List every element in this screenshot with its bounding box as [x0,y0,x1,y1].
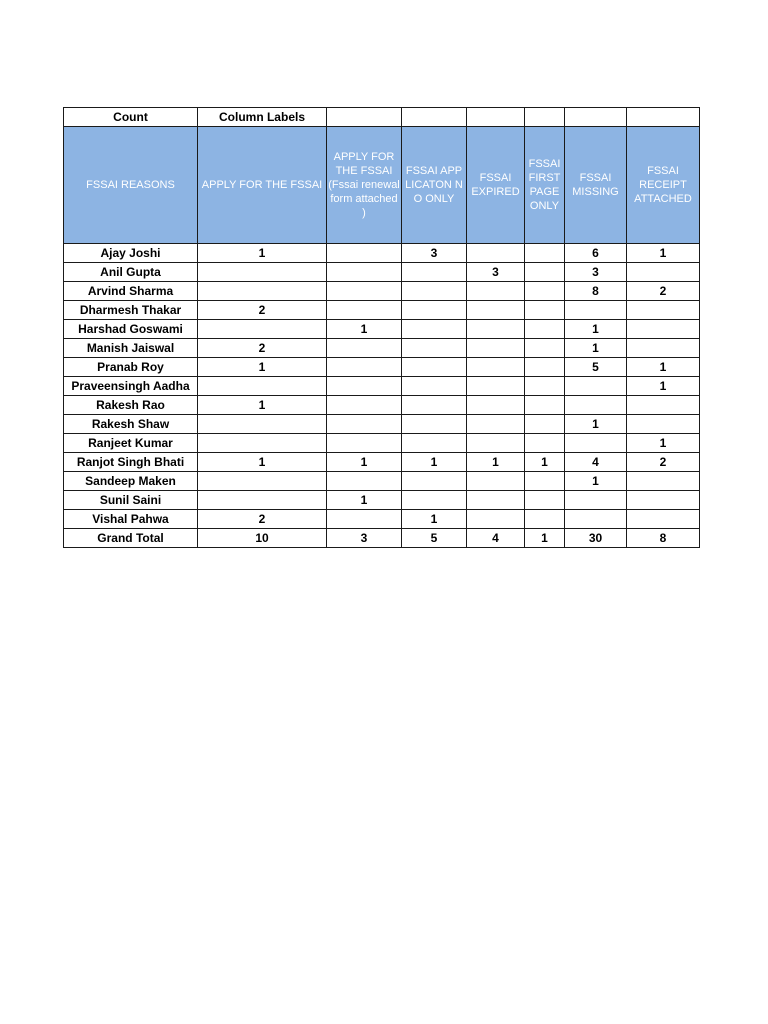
table-cell[interactable]: 1 [565,339,627,358]
table-cell[interactable]: 1 [627,358,700,377]
table-cell[interactable] [402,491,467,510]
table-cell[interactable] [402,434,467,453]
table-cell[interactable] [198,491,327,510]
table-row [64,434,700,453]
table-cell[interactable] [627,491,700,510]
table-cell[interactable] [402,339,467,358]
table-cell[interactable]: 1 [565,415,627,434]
table-cell[interactable] [467,244,525,263]
table-row [64,510,700,529]
grand-total-label[interactable]: Grand Total [64,529,198,548]
row-label[interactable]: Praveensingh Aadha [64,377,198,396]
table-cell[interactable] [525,320,565,339]
table-cell[interactable] [327,301,402,320]
table-cell[interactable] [627,415,700,434]
table-cell[interactable] [627,510,700,529]
table-row [64,358,700,377]
table-cell[interactable]: 1 [198,453,327,472]
table-cell[interactable]: 3 [467,263,525,282]
table-cell[interactable] [467,377,525,396]
table-row [64,472,700,491]
table-cell[interactable] [565,377,627,396]
row-label[interactable]: Rakesh Rao [64,396,198,415]
table-cell[interactable]: 4 [565,453,627,472]
row-label[interactable]: Dharmesh Thakar [64,301,198,320]
count-label[interactable]: Count [64,108,198,127]
table-row [64,491,700,510]
table-cell[interactable] [327,339,402,358]
table-cell[interactable] [402,282,467,301]
row-label[interactable]: Arvind Sharma [64,282,198,301]
table-cell[interactable]: 1 [525,453,565,472]
table-cell[interactable] [402,377,467,396]
table-cell[interactable] [467,434,525,453]
row-label[interactable]: Manish Jaiswal [64,339,198,358]
grand-total-row [64,529,700,548]
table-cell[interactable]: 3 [402,244,467,263]
row-label[interactable]: Ajay Joshi [64,244,198,263]
table-cell[interactable] [327,377,402,396]
table-cell[interactable] [198,434,327,453]
empty-cell[interactable] [327,108,402,127]
table-row [64,244,700,263]
table-cell[interactable] [627,396,700,415]
table-cell[interactable] [402,472,467,491]
table-cell[interactable] [525,263,565,282]
table-cell[interactable] [525,282,565,301]
table-cell[interactable] [198,415,327,434]
pivot-table [63,107,700,548]
table-cell[interactable] [565,301,627,320]
table-cell[interactable]: 1 [327,320,402,339]
table-cell[interactable]: 2 [198,301,327,320]
table-cell[interactable] [327,415,402,434]
empty-cell[interactable] [627,108,700,127]
table-cell[interactable]: 1 [565,320,627,339]
table-cell[interactable] [467,415,525,434]
column-labels-header[interactable]: Column Labels [198,108,327,127]
table-cell[interactable]: 6 [565,244,627,263]
table-cell[interactable]: 1 [467,453,525,472]
table-cell[interactable] [565,396,627,415]
table-cell[interactable]: 1 [627,244,700,263]
table-cell[interactable]: 2 [627,282,700,301]
table-cell[interactable] [327,434,402,453]
grand-total-cell[interactable]: 1 [525,529,565,548]
table-row [64,339,700,358]
table-cell[interactable] [525,339,565,358]
table-cell[interactable] [402,396,467,415]
table-row [64,282,700,301]
table-row [64,263,700,282]
pivot-header-row [64,127,700,244]
table-cell[interactable]: 1 [198,396,327,415]
table-cell[interactable] [467,282,525,301]
row-label[interactable]: Sunil Saini [64,491,198,510]
table-row [64,415,700,434]
row-label[interactable]: Ranjot Singh Bhati [64,453,198,472]
table-row [64,396,700,415]
table-cell[interactable] [467,472,525,491]
table-cell[interactable] [402,358,467,377]
table-cell[interactable]: 1 [402,510,467,529]
table-cell[interactable] [402,415,467,434]
empty-cell[interactable] [402,108,467,127]
row-header-fssai-reasons[interactable]: FSSAI REASONS [64,127,198,244]
table-cell[interactable] [467,491,525,510]
table-cell[interactable]: 2 [198,510,327,529]
table-row [64,301,700,320]
table-row [64,377,700,396]
grand-total-cell[interactable]: 8 [627,529,700,548]
table-cell[interactable]: 1 [327,453,402,472]
table-cell[interactable] [467,396,525,415]
table-cell[interactable] [327,472,402,491]
table-cell[interactable] [627,339,700,358]
empty-cell[interactable] [467,108,525,127]
table-cell[interactable] [525,434,565,453]
row-label[interactable]: Ranjeet Kumar [64,434,198,453]
grand-total-cell[interactable]: 4 [467,529,525,548]
table-cell[interactable]: 8 [565,282,627,301]
grand-total-cell[interactable]: 30 [565,529,627,548]
row-label[interactable]: Sandeep Maken [64,472,198,491]
row-label[interactable]: Pranab Roy [64,358,198,377]
table-cell[interactable]: 1 [627,434,700,453]
table-cell[interactable] [327,358,402,377]
table-cell[interactable]: 1 [627,377,700,396]
empty-cell[interactable] [565,108,627,127]
row-label[interactable]: Rakesh Shaw [64,415,198,434]
row-label[interactable]: Anil Gupta [64,263,198,282]
table-cell[interactable]: 1 [198,358,327,377]
table-cell[interactable] [327,263,402,282]
table-cell[interactable] [627,472,700,491]
pivot-top-row [64,108,700,127]
table-cell[interactable] [525,377,565,396]
empty-cell[interactable] [525,108,565,127]
column-header-receipt-attached[interactable]: FSSAI RECEIPT ATTACHED [627,127,700,244]
table-cell[interactable]: 3 [565,263,627,282]
table-cell[interactable]: 1 [198,244,327,263]
table-cell[interactable]: 2 [627,453,700,472]
row-label[interactable]: Harshad Goswami [64,320,198,339]
table-cell[interactable] [565,491,627,510]
table-cell[interactable] [327,244,402,263]
table-cell[interactable] [565,434,627,453]
table-cell[interactable] [467,339,525,358]
column-header-apply-renewal[interactable]: APPLY FOR THE FSSAI (Fssai renewal form attached ) [327,127,402,244]
table-cell[interactable] [402,320,467,339]
grand-total-cell[interactable]: 3 [327,529,402,548]
table-row [64,320,700,339]
table-cell[interactable] [467,358,525,377]
table-cell[interactable] [627,301,700,320]
table-cell[interactable] [467,320,525,339]
table-cell[interactable]: 2 [198,339,327,358]
table-cell[interactable] [198,472,327,491]
table-cell[interactable] [402,263,467,282]
table-cell[interactable] [627,263,700,282]
column-header-application-no-only[interactable]: FSSAI APPLICATON NO ONLY [402,127,467,244]
table-cell[interactable] [525,244,565,263]
table-cell[interactable] [327,396,402,415]
table-cell[interactable]: 1 [565,472,627,491]
row-label[interactable]: Vishal Pahwa [64,510,198,529]
table-cell[interactable] [198,320,327,339]
table-cell[interactable] [525,491,565,510]
table-cell[interactable]: 1 [402,453,467,472]
column-header-missing[interactable]: FSSAI MISSING [565,127,627,244]
column-header-expired[interactable]: FSSAI EXPIRED [467,127,525,244]
table-cell[interactable] [525,472,565,491]
column-header-apply-for-fssai[interactable]: APPLY FOR THE FSSAI [198,127,327,244]
table-cell[interactable]: 1 [327,491,402,510]
table-cell[interactable] [525,415,565,434]
table-cell[interactable] [627,320,700,339]
grand-total-cell[interactable]: 5 [402,529,467,548]
table-cell[interactable] [327,282,402,301]
grand-total-cell[interactable]: 10 [198,529,327,548]
table-cell[interactable] [467,301,525,320]
table-cell[interactable] [402,301,467,320]
column-header-first-page-only[interactable]: FSSAI FIRST PAGE ONLY [525,127,565,244]
table-cell[interactable] [198,377,327,396]
table-cell[interactable] [565,510,627,529]
table-cell[interactable] [525,358,565,377]
table-cell[interactable] [467,510,525,529]
table-cell[interactable] [525,301,565,320]
table-cell[interactable] [198,263,327,282]
table-cell[interactable] [327,510,402,529]
table-cell[interactable] [525,396,565,415]
table-cell[interactable] [198,282,327,301]
pivot-table-body [64,108,700,548]
table-row [64,453,700,472]
table-cell[interactable] [525,510,565,529]
table-cell[interactable]: 5 [565,358,627,377]
